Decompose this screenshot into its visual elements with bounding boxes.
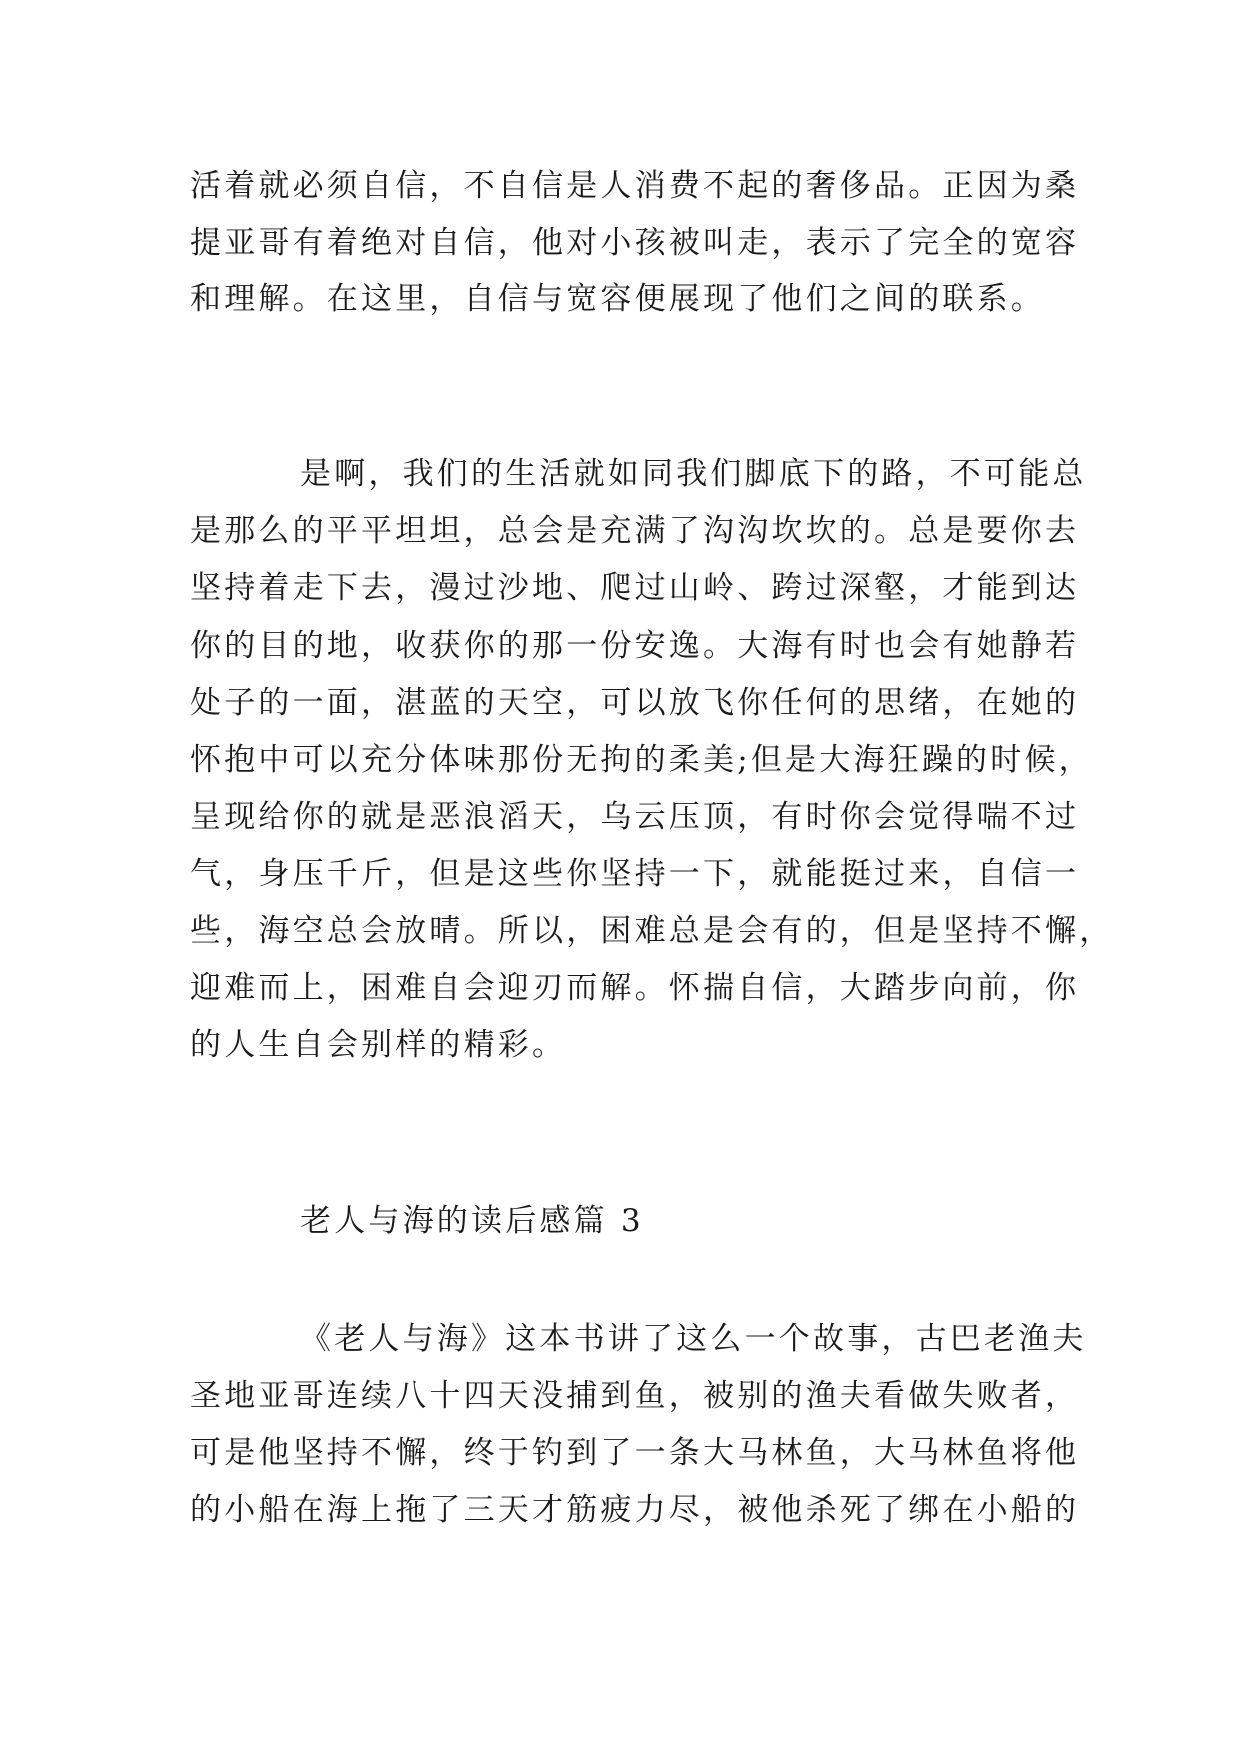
paragraph-3-line-4: 的小船在海上拖了三天才筋疲力尽，被他杀死了绑在小船的 bbox=[190, 1492, 1080, 1528]
paragraph-1-line-2: 提亚哥有着绝对自信，他对小孩被叫走，表示了完全的宽容 bbox=[190, 225, 1080, 261]
paragraph-2-line-3: 坚持着走下去，漫过沙地、爬过山岭、跨过深壑，才能到达 bbox=[190, 570, 1080, 606]
paragraph-3-line-3: 可是他坚持不懈，终于钓到了一条大马林鱼，大马林鱼将他 bbox=[190, 1435, 1080, 1471]
paragraph-1-line-1: 活着就必须自信，不自信是人消费不起的奢侈品。正因为桑 bbox=[190, 168, 1080, 204]
section-heading: 老人与海的读后感篇 3 bbox=[300, 1203, 644, 1239]
paragraph-3-line-2: 圣地亚哥连续八十四天没捕到鱼，被别的渔夫看做失败者， bbox=[190, 1378, 1080, 1414]
paragraph-3-line-1: 《老人与海》这本书讲了这么一个故事，古巴老渔夫 bbox=[300, 1321, 1087, 1357]
paragraph-1-line-3: 和理解。在这里，自信与宽容便展现了他们之间的联系。 bbox=[190, 281, 1045, 317]
paragraph-2-line-1: 是啊，我们的生活就如同我们脚底下的路，不可能总 bbox=[300, 456, 1087, 492]
paragraph-2-line-9: 些，海空总会放晴。所以，困难总是会有的，但是坚持不懈， bbox=[190, 913, 1114, 949]
paragraph-2-line-7: 呈现给你的就是恶浪滔天，乌云压顶，有时你会觉得喘不过 bbox=[190, 799, 1080, 835]
paragraph-2-line-2: 是那么的平平坦坦，总会是充满了沟沟坎坎的。总是要你去 bbox=[190, 513, 1080, 549]
paragraph-2-line-4: 你的目的地，收获你的那一份安逸。大海有时也会有她静若 bbox=[190, 628, 1080, 664]
paragraph-2-line-5: 处子的一面，湛蓝的天空，可以放飞你任何的思绪，在她的 bbox=[190, 685, 1080, 721]
paragraph-2-line-6: 怀抱中可以充分体味那份无拘的柔美;但是大海狂躁的时候， bbox=[190, 742, 1093, 778]
paragraph-2-line-11: 的人生自会别样的精彩。 bbox=[190, 1027, 567, 1063]
paragraph-2-line-8: 气，身压千斤，但是这些你坚持一下，就能挺过来，自信一 bbox=[190, 856, 1080, 892]
paragraph-2-line-10: 迎难而上，困难自会迎刃而解。怀揣自信，大踏步向前，你 bbox=[190, 970, 1080, 1006]
